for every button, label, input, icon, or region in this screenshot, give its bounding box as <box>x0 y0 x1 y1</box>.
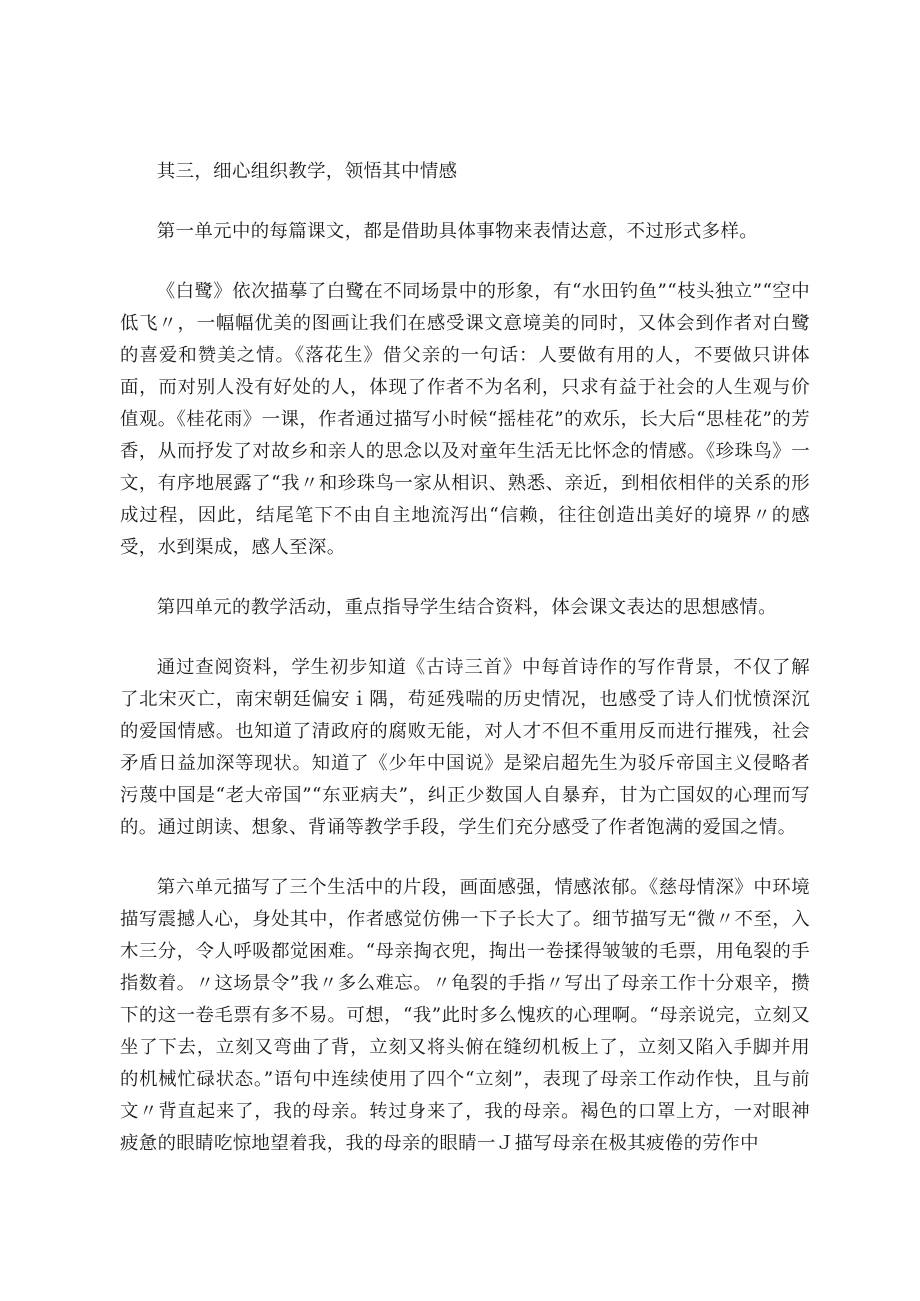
paragraph-unit-four-texts: 通过查阅资料，学生初步知道《古诗三首》中每首诗作的写作背景，不仅了解了北宋灭亡，南宋朝廷偏安ｉ隅，苟延残喘的历史情况，也感受了诗人们忧愤深沉的爱国情感。也知道了清政府的腐败无能，对人才不但不重用反而进行摧残，社会矛盾日益加深等现状。知道了《少年中国说》是梁启超先生为驳斥帝国主义侵略者污蔑中国是“老大帝国”“东亚病夫”，纠正少数国人自暴弃，甘为亡国奴的心理而写的。通过朗读、想象、背诵等教学手段，学生们充分感受了作者饱满的爱国之情。 <box>120 657 810 838</box>
paragraph-unit-one-texts: 《白鹭》依次描摹了白鹭在不同场景中的形象，有“水田钓鱼”“枝头独立”“空中低飞〃，一幅幅优美的图画让我们在感受课文意境美的同时，又体会到作者对白鹭的喜爱和赞美之情。《落花生》借父亲的一句话：人要做有用的人，不要做只讲体面，而对别人没有好处的人，体现了作者不为名利，只求有益于社会的人生观与价值观。《桂花雨》一课，作者通过描写小时候“摇桂花”的欢乐，长大后“思桂花”的芳香，从而抒发了对故乡和亲人的思念以及对童年生活无比怀念的情感。《珍珠鸟》一文，有序地展露了“我〃和珍珠鸟一家从相识、熟悉、亲近，到相依相伴的关系的形成过程，因此，结尾笔下不由自主地流泻出“信赖，往往创造出美好的境界〃的感受，水到渠成，感人至深。 <box>120 281 810 558</box>
paragraph-unit-six: 第六单元描写了三个生活中的片段，画面感强，情感浓郁。《慈母情深》中环境描写震撼人心，身处其中，作者感觉仿佛一下子长大了。细节描写无“微〃不至，入木三分，令人呼吸都觉困难。“母亲掏衣兜，掏出一卷揉得皱皱的毛票，用龟裂的手指数着。〃这场景令”我〃多么难忘。〃龟裂的手指〃写出了母亲工作十分艰辛，攒下的这一卷毛票有多不易。可想，“我”此时多么愧疚的心理啊。“母亲说完，立刻又坐了下去，立刻又弯曲了背，立刻又将头俯在缝纫机板上了，立刻又陷入手脚并用的机械忙碌状态。”语句中连续使用了四个“立刻”，表现了母亲工作动作快，且与前文〃背直起来了，我的母亲。转过身来了，我的母亲。褐色的口罩上方，一对眼神疲惫的眼睛吃惊地望着我，我的母亲的眼睛一Ｊ描写母亲在极其疲倦的劳作中 <box>120 877 810 1154</box>
paragraph-unit-one-intro: 第一单元中的每篇课文，都是借助具体事物来表情达意，不过形式多样。 <box>156 221 759 242</box>
document-body <box>120 156 810 1160</box>
section-heading: 其三，细心组织教学，领悟其中情感 <box>156 161 458 182</box>
paragraph-unit-four-intro: 第四单元的教学活动，重点指导学生结合资料，体会课文表达的思想感情。 <box>156 597 777 618</box>
